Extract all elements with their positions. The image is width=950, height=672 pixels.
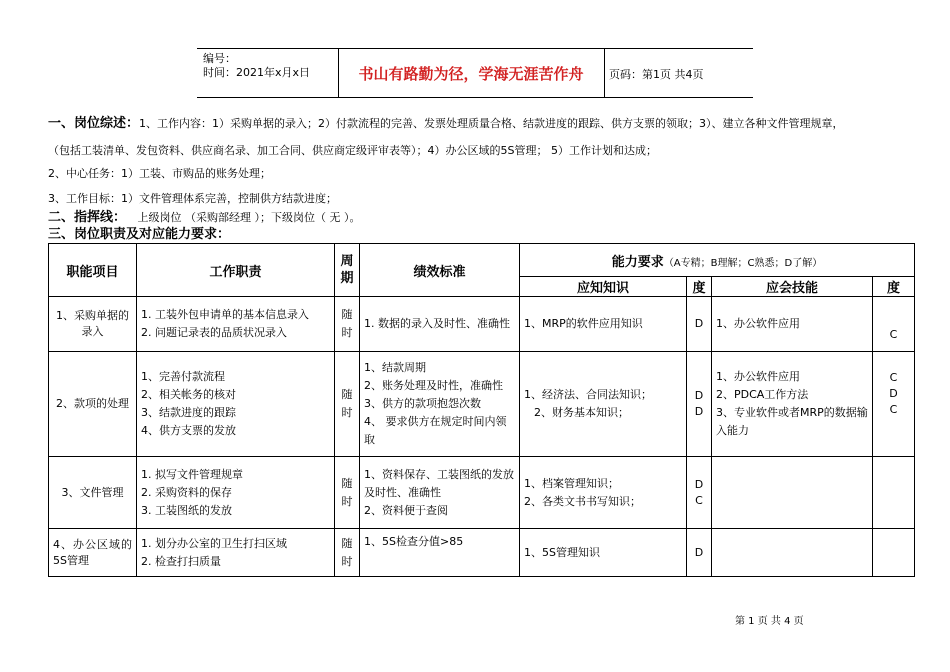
document-time: 时间：2021年x月x日 [203, 66, 311, 79]
knowledge-item: 1、MRP的软件应用知识 [524, 317, 643, 330]
command-line-text: 上级岗位 （采购部经理 ）；下级岗位（ 无 ）。 [137, 211, 361, 224]
header-duty: 工作职责 [137, 244, 335, 297]
header-knowledge: 应知知识 [520, 277, 687, 297]
header-skills: 应会技能 [712, 277, 873, 297]
cycle-text: 随时 [341, 308, 353, 339]
row-duties [137, 297, 335, 352]
duty-item: 1. 划分办公室的卫生打扫区域 [141, 536, 287, 550]
row-kpi [360, 529, 520, 577]
work-content-continued: （包括工装清单、发包资料、供应商名录、加工合同、供应商定级评审表等）；4）办公区域的5S管理； 5）工作计划和达成； [48, 144, 657, 157]
row-cycle [335, 297, 360, 352]
section-1-line-1 [48, 117, 844, 131]
duty-item: 1. 工装外包申请单的基本信息录入 [141, 308, 309, 321]
row-duties [137, 352, 335, 457]
row-item: 4、办公区域的5S管理 [49, 529, 137, 577]
row-degree-2 [873, 297, 915, 352]
section-2 [48, 211, 361, 225]
duty-item: 2、相关帐务的核对 [141, 388, 236, 401]
section-2-title: 二、指挥线： [48, 210, 127, 225]
document-number: 编号： [203, 52, 236, 65]
header-ability [520, 244, 915, 277]
row-skills [712, 529, 873, 577]
degree-value: D [694, 317, 704, 330]
header-cycle [335, 244, 360, 297]
degree-value: D [694, 545, 704, 559]
degree-value: C [889, 328, 898, 341]
cycle-text: 随时 [341, 536, 353, 568]
row-skills [712, 352, 873, 457]
row-degree-2 [873, 352, 915, 457]
kpi-item: 1. 数据的录入及时性、准确性 [364, 317, 510, 330]
kpi-item: 1、结款周期 [364, 361, 426, 374]
page-footer: 第 1 页 共 4 页 [735, 616, 804, 627]
page-header [197, 48, 753, 98]
skill-item: 2、PDCA工作方法 [716, 388, 809, 401]
header-cycle-text: 周期 [340, 254, 354, 286]
knowledge-item: 1、经济法、合同法知识； [524, 388, 652, 401]
row-kpi [360, 352, 520, 457]
row-duties [137, 457, 335, 529]
row-degree-1 [687, 529, 712, 577]
kpi-item: 2、资料便于查阅 [364, 503, 448, 517]
row-skills [712, 297, 873, 352]
row-cycle [335, 352, 360, 457]
duty-item: 2. 检查打扫质量 [141, 554, 221, 568]
degree-value: C [889, 403, 898, 416]
row-cycle [335, 529, 360, 577]
degree-value: D [889, 387, 898, 400]
row-skills [712, 457, 873, 529]
degree-value: C [695, 493, 703, 507]
knowledge-item: 2、各类文书书写知识； [524, 494, 641, 508]
kpi-item: 1、资料保存、工装图纸的发放及时性、准确性 [364, 467, 514, 499]
header-ability-title: 能力要求 [611, 254, 664, 270]
header-item: 职能项目 [49, 244, 137, 297]
table-row [49, 529, 915, 577]
duty-item: 4、供方支票的发放 [141, 424, 236, 437]
header-page-number: 页码：第1页 共4页 [609, 68, 704, 81]
skill-item: 1、办公软件应用 [716, 317, 800, 330]
row-knowledge [520, 352, 687, 457]
duty-item: 2. 采购资料的保存 [141, 485, 232, 499]
header-divider [338, 49, 339, 97]
cycle-text: 随时 [341, 476, 353, 508]
duty-item: 3. 工装图纸的发放 [141, 503, 232, 517]
row-item: 1、采购单据的录入 [49, 297, 137, 352]
header-meta [203, 52, 310, 80]
row-degree-2 [873, 529, 915, 577]
central-task: 2、中心任务：1）工装、市购品的账务处理； [48, 167, 271, 180]
row-kpi [360, 457, 520, 529]
section-3-title: 三、岗位职责及对应能力要求： [48, 227, 231, 242]
kpi-item: 2、账务处理及时性，准确性 [364, 379, 503, 392]
degree-value: C [889, 371, 898, 384]
row-degree-1 [687, 457, 712, 529]
duty-item: 1、完善付款流程 [141, 370, 225, 383]
row-kpi [360, 297, 520, 352]
header-kpi: 绩效标准 [360, 244, 520, 297]
row-item: 2、款项的处理 [49, 352, 137, 457]
work-goal: 3、工作目标：1）文件管理体系完善，控制供方结款进度； [48, 192, 337, 205]
table-row [49, 352, 915, 457]
section-1-title: 一、岗位综述： [48, 116, 140, 131]
skill-item: 3、专业软件或者MRP的数据输入能力 [716, 406, 868, 437]
degree-value: D [694, 405, 704, 418]
degree-value: D [694, 389, 704, 402]
header-divider [604, 49, 605, 97]
table-row [49, 297, 915, 352]
row-degree-2 [873, 457, 915, 529]
header-degree-1: 度 [687, 277, 712, 297]
knowledge-item: 1、5S管理知识 [524, 545, 600, 559]
kpi-item: 1、5S检查分值>85 [364, 535, 464, 548]
header-ability-note: （A专精；B理解；C熟悉；D了解） [663, 257, 823, 269]
row-degree-1 [687, 352, 712, 457]
header-motto: 书山有路勤为径，学海无涯苦作舟 [358, 64, 584, 83]
row-duties [137, 529, 335, 577]
table-row [49, 457, 915, 529]
row-item: 3、文件管理 [49, 457, 137, 529]
row-knowledge [520, 457, 687, 529]
row-knowledge [520, 297, 687, 352]
row-knowledge [520, 529, 687, 577]
skill-item: 1、办公软件应用 [716, 370, 800, 383]
duty-item: 3、结款进度的跟踪 [141, 406, 236, 419]
row-cycle [335, 457, 360, 529]
duty-item: 2. 问题记录表的品质状况录入 [141, 326, 287, 339]
cycle-text: 随时 [341, 388, 353, 419]
kpi-item: 4、 要求供方在规定时间内领取 [364, 415, 507, 446]
duty-table [48, 243, 915, 577]
row-degree-1 [687, 297, 712, 352]
kpi-item: 3、供方的款项抱怨次数 [364, 397, 481, 410]
degree-value: D [694, 477, 704, 491]
knowledge-item: 1、档案管理知识； [524, 476, 619, 490]
knowledge-item: 2、财务基本知识； [534, 406, 629, 419]
work-content: 1、工作内容：1）采购单据的录入；2）付款流程的完善、发票处理质量合格、结款进度的跟踪、供方支票的领取；3）、建立各种文件管理规章， [139, 117, 844, 130]
header-degree-2: 度 [873, 277, 915, 297]
duty-item: 1. 拟写文件管理规章 [141, 467, 243, 481]
